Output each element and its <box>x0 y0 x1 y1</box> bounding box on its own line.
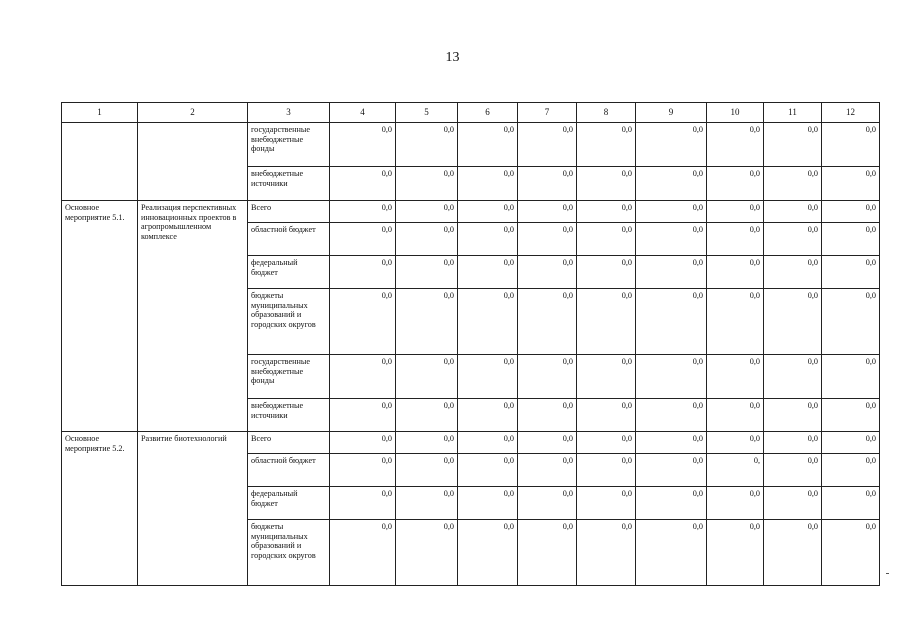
value-cell: 0,0 <box>764 399 822 432</box>
column-header: 2 <box>138 103 248 123</box>
table-row <box>62 201 880 223</box>
table-row <box>62 123 880 167</box>
value-cell: 0, <box>707 454 764 487</box>
value-cell: 0,0 <box>458 432 518 454</box>
value-cell: 0,0 <box>707 167 764 201</box>
value-cell: 0,0 <box>577 355 636 399</box>
value-cell: 0,0 <box>396 201 458 223</box>
value-cell: 0,0 <box>822 355 880 399</box>
value-cell: 0,0 <box>636 201 707 223</box>
value-cell: 0,0 <box>636 355 707 399</box>
table-row <box>62 432 880 454</box>
value-cell: 0,0 <box>396 355 458 399</box>
value-cell: 0,0 <box>458 256 518 289</box>
value-cell: 0,0 <box>636 454 707 487</box>
funding-source-cell: бюджеты муниципальных образований и городских округов <box>248 289 330 355</box>
column-header: 4 <box>330 103 396 123</box>
value-cell: 0,0 <box>764 223 822 256</box>
value-cell: 0,0 <box>518 223 577 256</box>
column-header: 10 <box>707 103 764 123</box>
value-cell: 0,0 <box>764 167 822 201</box>
column-header: 9 <box>636 103 707 123</box>
value-cell: 0,0 <box>458 355 518 399</box>
value-cell: 0,0 <box>458 167 518 201</box>
value-cell: 0,0 <box>707 223 764 256</box>
activity-cell: Основное мероприятие 5.2. <box>62 432 138 586</box>
value-cell: 0,0 <box>577 223 636 256</box>
value-cell: 0,0 <box>636 432 707 454</box>
value-cell: 0,0 <box>330 123 396 167</box>
value-cell: 0,0 <box>518 487 577 520</box>
value-cell: 0,0 <box>707 432 764 454</box>
value-cell: 0,0 <box>518 201 577 223</box>
value-cell: 0,0 <box>577 454 636 487</box>
value-cell: 0,0 <box>764 123 822 167</box>
value-cell: 0,0 <box>636 520 707 586</box>
value-cell: 0,0 <box>330 289 396 355</box>
value-cell: 0,0 <box>764 256 822 289</box>
funding-source-cell: Всего <box>248 432 330 454</box>
column-header: 7 <box>518 103 577 123</box>
value-cell: 0,0 <box>396 399 458 432</box>
value-cell: 0,0 <box>764 487 822 520</box>
activity-title-cell: Развитие биотехнологий <box>138 432 248 586</box>
value-cell: 0,0 <box>577 487 636 520</box>
value-cell: 0,0 <box>822 223 880 256</box>
value-cell: 0,0 <box>518 454 577 487</box>
value-cell: 0,0 <box>577 256 636 289</box>
value-cell: 0,0 <box>518 432 577 454</box>
value-cell: 0,0 <box>330 432 396 454</box>
value-cell: 0,0 <box>707 289 764 355</box>
funding-source-cell: Всего <box>248 201 330 223</box>
value-cell: 0,0 <box>396 167 458 201</box>
value-cell: 0,0 <box>764 289 822 355</box>
value-cell: 0,0 <box>822 432 880 454</box>
value-cell: 0,0 <box>707 520 764 586</box>
value-cell: 0,0 <box>330 201 396 223</box>
value-cell: 0,0 <box>764 355 822 399</box>
value-cell: 0,0 <box>330 399 396 432</box>
value-cell: 0,0 <box>636 256 707 289</box>
value-cell: 0,0 <box>822 123 880 167</box>
value-cell: 0,0 <box>577 432 636 454</box>
value-cell: 0,0 <box>577 201 636 223</box>
table-body <box>62 123 880 586</box>
value-cell: 0,0 <box>764 432 822 454</box>
value-cell: 0,0 <box>458 123 518 167</box>
column-header: 12 <box>822 103 880 123</box>
funding-source-cell: областной бюджет <box>248 223 330 256</box>
margin-mark <box>886 573 889 574</box>
value-cell: 0,0 <box>822 201 880 223</box>
value-cell: 0,0 <box>518 256 577 289</box>
value-cell: 0,0 <box>822 487 880 520</box>
column-header: 8 <box>577 103 636 123</box>
value-cell: 0,0 <box>707 201 764 223</box>
funding-source-cell: внебюджетные источники <box>248 167 330 201</box>
funding-source-cell: внебюджетные источники <box>248 399 330 432</box>
value-cell: 0,0 <box>822 399 880 432</box>
value-cell: 0,0 <box>458 487 518 520</box>
value-cell: 0,0 <box>636 487 707 520</box>
value-cell: 0,0 <box>577 399 636 432</box>
value-cell: 0,0 <box>330 223 396 256</box>
activity-title-cell <box>138 123 248 201</box>
value-cell: 0,0 <box>707 355 764 399</box>
value-cell: 0,0 <box>707 399 764 432</box>
value-cell: 0,0 <box>458 289 518 355</box>
funding-source-cell: бюджеты муниципальных образований и городских округов <box>248 520 330 586</box>
value-cell: 0,0 <box>764 201 822 223</box>
column-header: 3 <box>248 103 330 123</box>
funding-source-cell: государственные внебюджетные фонды <box>248 355 330 399</box>
value-cell: 0,0 <box>518 289 577 355</box>
value-cell: 0,0 <box>764 454 822 487</box>
activity-cell <box>62 123 138 201</box>
value-cell: 0,0 <box>707 256 764 289</box>
value-cell: 0,0 <box>518 399 577 432</box>
column-header: 11 <box>764 103 822 123</box>
value-cell: 0,0 <box>822 454 880 487</box>
value-cell: 0,0 <box>577 167 636 201</box>
value-cell: 0,0 <box>764 520 822 586</box>
value-cell: 0,0 <box>330 167 396 201</box>
value-cell: 0,0 <box>636 123 707 167</box>
funding-source-cell: государственные внебюджетные фонды <box>248 123 330 167</box>
value-cell: 0,0 <box>396 432 458 454</box>
value-cell: 0,0 <box>458 399 518 432</box>
value-cell: 0,0 <box>636 289 707 355</box>
value-cell: 0,0 <box>396 487 458 520</box>
value-cell: 0,0 <box>822 256 880 289</box>
value-cell: 0,0 <box>458 201 518 223</box>
value-cell: 0,0 <box>518 123 577 167</box>
value-cell: 0,0 <box>458 520 518 586</box>
column-header: 6 <box>458 103 518 123</box>
value-cell: 0,0 <box>518 167 577 201</box>
value-cell: 0,0 <box>518 520 577 586</box>
value-cell: 0,0 <box>396 256 458 289</box>
value-cell: 0,0 <box>396 520 458 586</box>
value-cell: 0,0 <box>636 399 707 432</box>
header-row <box>62 103 880 123</box>
value-cell: 0,0 <box>396 123 458 167</box>
value-cell: 0,0 <box>822 520 880 586</box>
value-cell: 0,0 <box>518 355 577 399</box>
value-cell: 0,0 <box>458 454 518 487</box>
value-cell: 0,0 <box>330 256 396 289</box>
value-cell: 0,0 <box>396 289 458 355</box>
value-cell: 0,0 <box>822 167 880 201</box>
value-cell: 0,0 <box>636 167 707 201</box>
value-cell: 0,0 <box>330 520 396 586</box>
value-cell: 0,0 <box>707 487 764 520</box>
funding-source-cell: федеральный бюджет <box>248 487 330 520</box>
page-number: 13 <box>445 50 460 65</box>
value-cell: 0,0 <box>396 223 458 256</box>
value-cell: 0,0 <box>330 487 396 520</box>
column-header: 5 <box>396 103 458 123</box>
column-header: 1 <box>62 103 138 123</box>
funding-source-cell: федеральный бюджет <box>248 256 330 289</box>
value-cell: 0,0 <box>577 289 636 355</box>
value-cell: 0,0 <box>822 289 880 355</box>
value-cell: 0,0 <box>577 123 636 167</box>
value-cell: 0,0 <box>330 454 396 487</box>
funding-source-cell: областной бюджет <box>248 454 330 487</box>
activity-title-cell: Реализация перспективных инновационных проектов в агропромышленном комплексе <box>138 201 248 432</box>
value-cell: 0,0 <box>707 123 764 167</box>
value-cell: 0,0 <box>636 223 707 256</box>
value-cell: 0,0 <box>330 355 396 399</box>
value-cell: 0,0 <box>577 520 636 586</box>
value-cell: 0,0 <box>396 454 458 487</box>
activity-cell: Основное мероприятие 5.1. <box>62 201 138 432</box>
value-cell: 0,0 <box>458 223 518 256</box>
budget-table <box>61 102 880 586</box>
